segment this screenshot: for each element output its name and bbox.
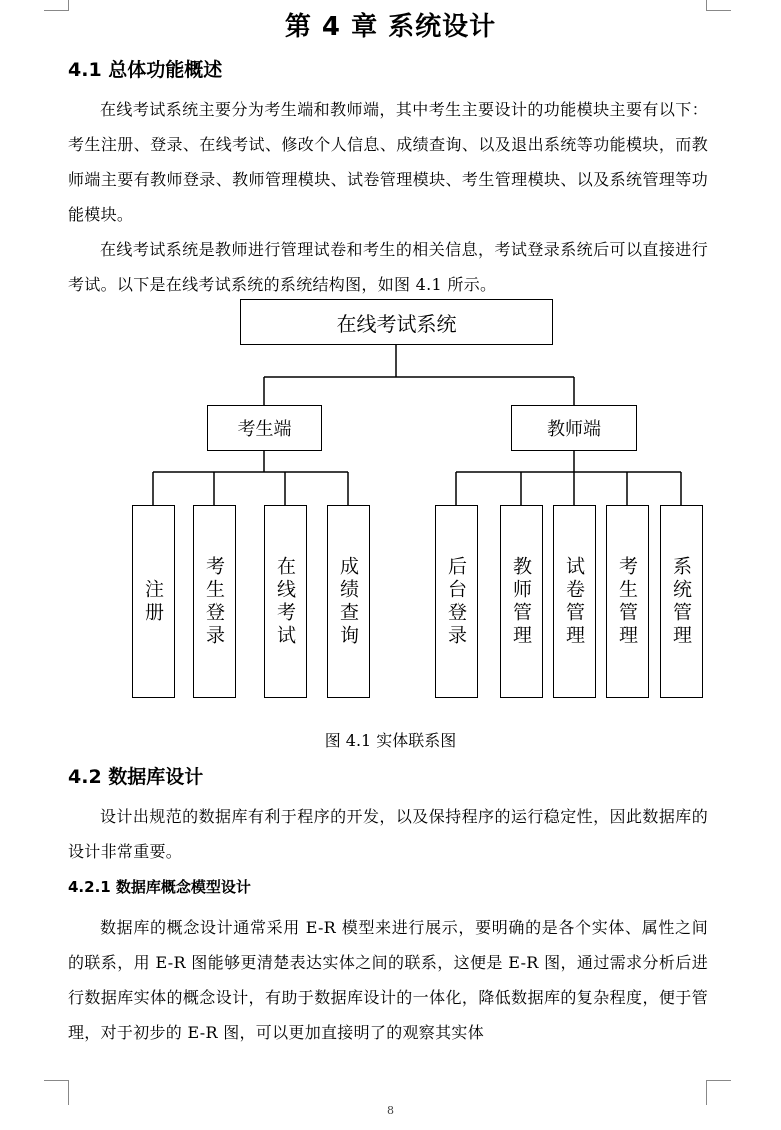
section-4-1-paragraph-1: 在线考试系统主要分为考生端和教师端，其中考生主要设计的功能模块主要有以下：考生注册、登录、在线考试、修改个人信息、成绩查询、以及退出系统等功能模块，而教师端主要有教师登录、教师管理模块、试卷管理模块、考生管理模块、以及系统管理等功能模块。 <box>68 100 708 224</box>
chapter-title: 第 4 章 系统设计 <box>284 12 497 42</box>
section-4-1-paragraph-2: 在线考试系统是教师进行管理试卷和考生的相关信息，考试登录系统后可以直接进行考试。以下是在线考试系统的系统结构图，如图 4.1 所示。 <box>68 240 708 294</box>
section-4-2-1-heading: 4.2.1 数据库概念模型设计 <box>68 878 251 896</box>
diagram-teacher-branch-node: 教师端 <box>511 405 637 451</box>
crop-mark-bottom-right <box>706 1080 731 1105</box>
figure-caption: 图 4.1 实体联系图 <box>324 731 457 750</box>
diagram-leaf-system-management: 系统管理 <box>660 505 703 698</box>
diagram-leaf-online-exam: 在线考试 <box>264 505 307 698</box>
diagram-leaf-paper-management: 试卷管理 <box>553 505 596 698</box>
diagram-leaf-teacher-management: 教师管理 <box>500 505 543 698</box>
section-4-2-paragraph: 设计出规范的数据库有利于程序的开发，以及保持程序的运行稳定性，因此数据库的设计非常重要。 <box>68 807 708 861</box>
diagram-student-branch-node: 考生端 <box>207 405 322 451</box>
diagram-leaf-register: 注册 <box>132 505 175 698</box>
diagram-leaf-admin-login: 后台登录 <box>435 505 478 698</box>
section-4-2-1-paragraph: 数据库的概念设计通常采用 E-R 模型来进行展示，要明确的是各个实体、属性之间的联系，用 E-R 图能够更清楚表达实体之间的联系，这便是 E-R 图，通过需求分析后进行数据库实体的概念设计，有助于数据库设计的一体化，降低数据库的复杂程度，便于管理，对于初步的 E-R 图，可以更加直接明了的观察其实体 <box>68 918 708 1042</box>
diagram-root-node: 在线考试系统 <box>240 299 553 345</box>
diagram-leaf-student-management: 考生管理 <box>606 505 649 698</box>
diagram-leaf-student-login: 考生登录 <box>193 505 236 698</box>
page-number: 8 <box>387 1104 394 1117</box>
diagram-leaf-score-query: 成绩查询 <box>327 505 370 698</box>
section-4-2-heading: 4.2 数据库设计 <box>68 766 204 788</box>
crop-mark-bottom-left <box>44 1080 69 1105</box>
section-4-1-heading: 4.1 总体功能概述 <box>68 59 223 81</box>
